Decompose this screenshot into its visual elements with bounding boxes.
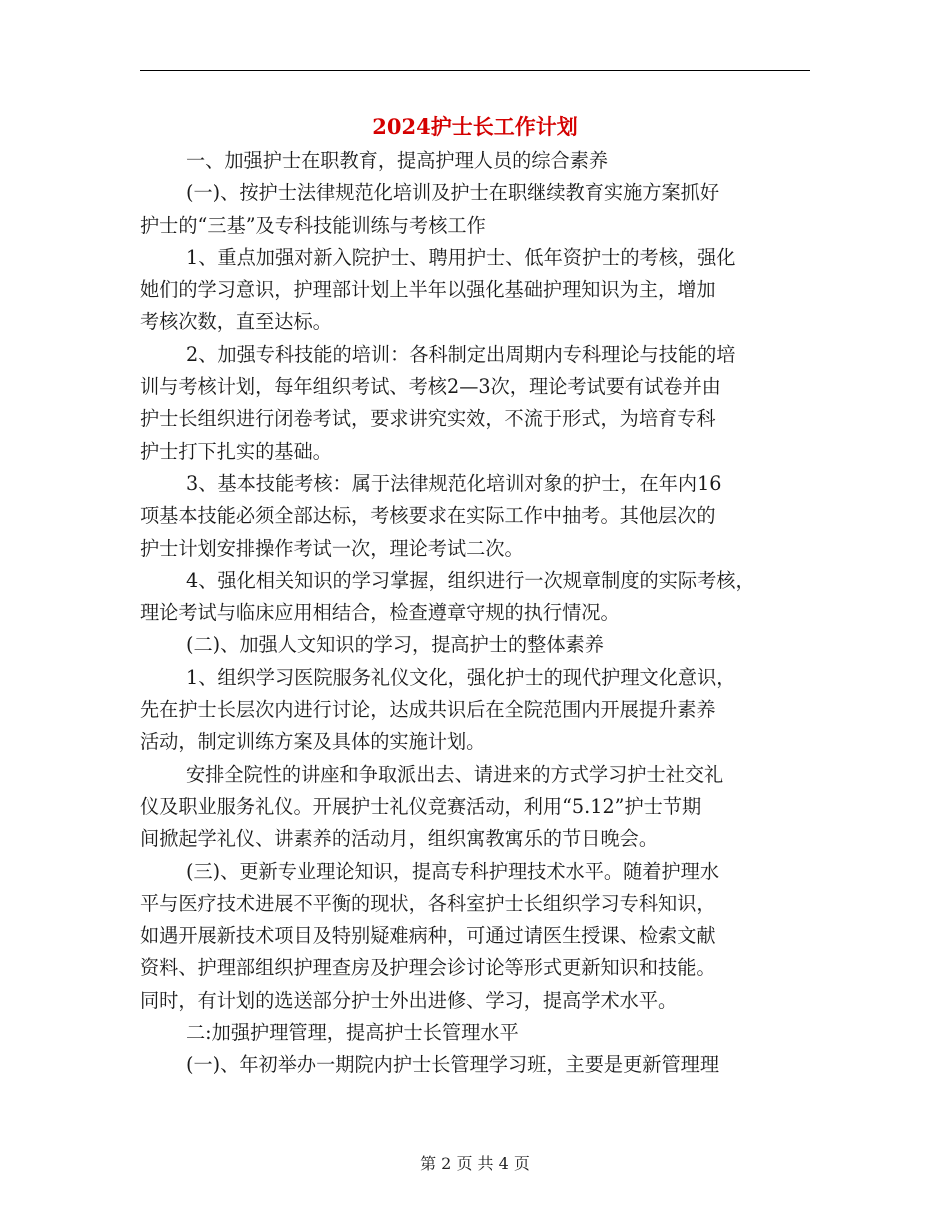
text-line: 3、基本技能考核：属于法律规范化培训对象的护士，在年内16 bbox=[186, 471, 722, 495]
document-body bbox=[140, 145, 816, 1082]
text-line: 考核次数，直至达标。 bbox=[140, 310, 332, 334]
text-line: 1、组织学习医院服务礼仪文化，强化护士的现代护理文化意识， bbox=[186, 665, 736, 689]
text-line: 项基本技能必须全部达标，考核要求在实际工作中抽考。其他层次的 bbox=[140, 504, 716, 528]
text-line: 二:加强护理管理，提高护士长管理水平 bbox=[186, 1021, 519, 1045]
text-line: 如遇开展新技术项目及特别疑难病种，可通过请医生授课、检索文献 bbox=[140, 924, 716, 948]
text-line: (一)、按护士法律规范化培训及护士在职继续教育实施方案抓好 bbox=[186, 181, 720, 205]
text-line: 她们的学习意识，护理部计划上半年以强化基础护理知识为主，增加 bbox=[140, 278, 716, 302]
text-line: 2、加强专科技能的培训：各科制定出周期内专科理论与技能的培 bbox=[186, 342, 736, 366]
text-line: 护士打下扎实的基础。 bbox=[140, 439, 332, 463]
text-line: 一、加强护士在职教育，提高护理人员的综合素养 bbox=[186, 149, 609, 172]
text-line: 先在护士长层次内进行讨论，达成共识后在全院范围内开展提升素养 bbox=[140, 698, 716, 722]
text-line: 平与医疗技术进展不平衡的现状，各科室护士长组织学习专科知识， bbox=[140, 891, 716, 915]
text-line: 护士的“三基”及专科技能训练与考核工作 bbox=[140, 213, 486, 237]
text-line: 仪及职业服务礼仪。开展护士礼仪竞赛活动，利用“5.12”护士节期 bbox=[140, 794, 702, 818]
text-line: 护士长组织进行闭卷考试，要求讲究实效，不流于形式，为培育专科 bbox=[140, 407, 716, 431]
text-line: 安排全院性的讲座和争取派出去、请进来的方式学习护士社交礼 bbox=[186, 762, 724, 786]
text-line: 4、强化相关知识的学习掌握，组织进行一次规章制度的实际考核， bbox=[186, 568, 755, 592]
text-line: (三)、更新专业理论知识，提高专科护理技术水平。随着护理水 bbox=[186, 859, 720, 883]
text-line: 同时，有计划的选送部分护士外出进修、学习，提高学术水平。 bbox=[140, 988, 678, 1012]
text-line: 护士计划安排操作考试一次，理论考试二次。 bbox=[140, 536, 524, 560]
text-line: 训与考核计划，每年组织考试、考核2—3次，理论考试要有试卷并由 bbox=[140, 375, 721, 399]
text-line: 活动，制定训练方案及具体的实施计划。 bbox=[140, 730, 486, 754]
text-line: 资料、护理部组织护理查房及护理会诊讨论等形式更新知识和技能。 bbox=[140, 956, 716, 980]
header-rule bbox=[140, 70, 810, 71]
text-line: 1、重点加强对新入院护士、聘用护士、低年资护士的考核，强化 bbox=[186, 245, 736, 269]
text-line: 理论考试与临床应用相结合，检查遵章守规的执行情况。 bbox=[140, 601, 620, 625]
text-line: (二)、加强人文知识的学习，提高护士的整体素养 bbox=[186, 633, 604, 657]
text-line: 间掀起学礼仪、讲素养的活动月，组织寓教寓乐的节日晚会。 bbox=[140, 827, 659, 851]
page-number-footer: 第 2 页 共 4 页 bbox=[420, 1154, 530, 1173]
text-line: (一)、年初举办一期院内护士长管理学习班，主要是更新管理理 bbox=[186, 1053, 720, 1077]
document-title: 2024护士长工作计划 bbox=[372, 114, 578, 139]
